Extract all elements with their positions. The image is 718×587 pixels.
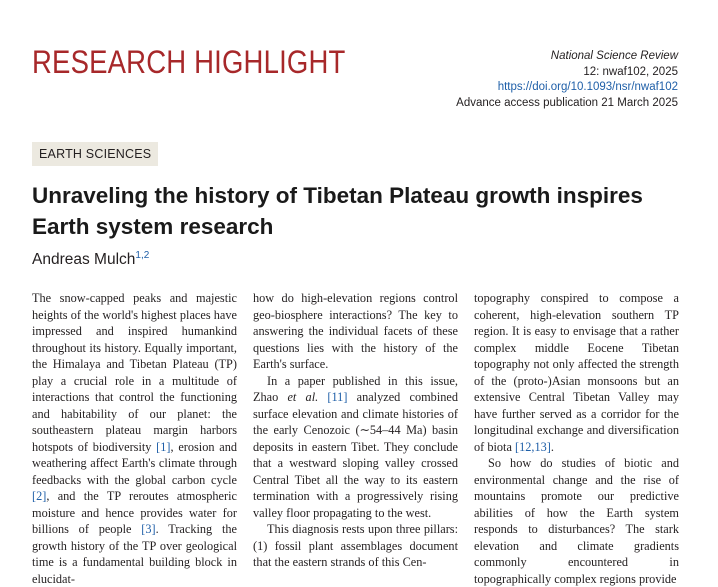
citation-link[interactable]: [12,13] <box>514 439 551 454</box>
publication-date: Advance access publication 21 March 2025 <box>456 96 678 109</box>
article-title: Unraveling the history of Tibetan Plateau growth inspires Earth system research <box>32 183 643 239</box>
citation-link[interactable]: [1] <box>156 439 171 454</box>
subject-badge: EARTH SCIENCES <box>32 142 158 166</box>
paragraph: This diagnosis rests upon three pillars: (1) fossil plant assemblages document that the eastern strands of this Cen- <box>253 522 458 569</box>
issue-info: 12: nwaf102, 2025 <box>583 65 678 78</box>
section-label: RESEARCH HIGHLIGHT <box>32 44 346 80</box>
paragraph: In a paper published in this issue, Zhao et al. [11] analyzed combined surface elevation and climate histories of the early Cenozoic (∼54–44 Ma) basin deposits in eastern Tibet. They conclude that a westward sloping valley crossed Central Tibet all the way to its eastern termination with a progressively rising valley floor propagating to the west. <box>253 373 458 520</box>
body-column-3 <box>474 290 679 587</box>
doi-link[interactable]: https://doi.org/10.1093/nsr/nwaf102 <box>497 81 678 93</box>
paragraph: So how do studies of biotic and environmental change and the rise of mountains promote our predictive abilities of how the Earth system responds to disturbances? The stark elevation and climate gradients commonly encountered in topographically complex regions provide <box>474 456 679 586</box>
body-column-1 <box>32 290 237 587</box>
journal-name: National Science Review <box>550 50 678 62</box>
body-column-2 <box>253 290 458 571</box>
paragraph: The snow-capped peaks and majestic heights of the world's highest places have impressed and inspired humankind throughout its history. Equally important, the Himalaya and Tibetan Plateau (TP) play a crucial role in a multitude of interactions that control the functioning and habitability of our planet: the southeastern plateau margin harbors hotspots of biodiversity [1], erosion and weathering affect Earth's climate through feedbacks with the global carbon cycle [2], and the TP reroutes atmospheric moisture and hence provides water for billions of people [3]. Tracking the growth history of the TP over geological time is a fundamental building block in elucidat- <box>32 291 237 586</box>
author-line <box>32 250 149 269</box>
citation-link[interactable]: [2] <box>32 489 47 503</box>
author-affiliation[interactable]: 1,2 <box>135 250 150 261</box>
article-meta <box>456 49 678 111</box>
author-name[interactable]: Andreas Mulch <box>32 251 136 268</box>
paragraph: how do high-elevation regions control geo-biosphere interactions? The key to answering the individual facets of these questions lies with the history of the Earth's surface. <box>253 291 458 371</box>
citation-link[interactable]: [3] <box>141 522 156 536</box>
citation-link[interactable]: [11] <box>327 390 348 404</box>
paragraph: topography conspired to compose a coherent, high-elevation southern TP region. It is easy to envisage that a rather complex middle Eocene Tibetan topography not only affected the strength of the (proto-)Asian monsoons but an extensive Central Tibetan Valley may have further served as a corridor for the longitudinal exchange and diversification of biota [12,13]. <box>474 291 679 454</box>
